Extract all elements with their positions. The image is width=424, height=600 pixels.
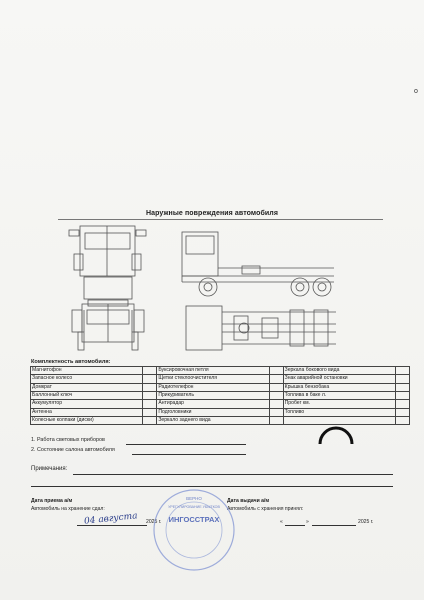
interior-check-line bbox=[132, 454, 246, 455]
handwritten-date: 04 августа bbox=[83, 511, 139, 527]
handover-month-line bbox=[312, 525, 356, 526]
receive-date-label: Дата приема а/м bbox=[31, 498, 73, 504]
kit-table bbox=[30, 366, 410, 425]
handover-open-quote: « bbox=[280, 519, 283, 525]
interior-check-label: 2. Состояние салона автомобиля bbox=[31, 447, 115, 453]
kit-cell: Зеркало заднего вида bbox=[157, 417, 269, 425]
kit-row bbox=[31, 367, 410, 375]
kit-cell: Топливо bbox=[283, 408, 395, 416]
kit-row bbox=[31, 400, 410, 408]
kit-cell: Буксировочная петля bbox=[157, 367, 269, 375]
kit-check-cell bbox=[395, 400, 409, 408]
truck-rear-view-icon bbox=[78, 304, 138, 350]
kit-check-cell bbox=[395, 417, 409, 425]
kit-check-cell bbox=[269, 417, 283, 425]
kit-check-cell bbox=[395, 392, 409, 400]
handover-year: 2025 г. bbox=[358, 519, 374, 525]
kit-cell: Крышка бензобака bbox=[283, 383, 395, 391]
kit-row bbox=[31, 408, 410, 416]
edge-mark: о bbox=[414, 88, 418, 95]
kit-cell: Антенна bbox=[31, 408, 143, 416]
kit-check-cell bbox=[143, 383, 157, 391]
company-stamp bbox=[150, 486, 238, 574]
kit-cell: Щетки стеклоочистителя bbox=[157, 375, 269, 383]
stamp-top-text: ВЕРНО bbox=[186, 496, 202, 501]
kit-cell: Домкрат bbox=[31, 383, 143, 391]
kit-cell: Топлива в баке л. bbox=[283, 392, 395, 400]
handover-date-label: Дата выдачи а/м bbox=[227, 498, 270, 504]
stamp-sub-text: УРЕГУЛИРОВАНИЕ УБЫТКОВ bbox=[168, 505, 220, 509]
damage-section-title: Наружные повреждения автомобиля bbox=[145, 210, 279, 217]
kit-check-cell bbox=[395, 375, 409, 383]
kit-check-cell bbox=[395, 408, 409, 416]
kit-cell: Пробег км. bbox=[283, 400, 395, 408]
kit-cell: Радиотелефон bbox=[157, 383, 269, 391]
handover-close-quote: » bbox=[306, 519, 309, 525]
kit-check-cell bbox=[143, 408, 157, 416]
kit-row bbox=[31, 375, 410, 383]
kit-check-cell bbox=[269, 408, 283, 416]
kit-check-cell bbox=[269, 383, 283, 391]
kit-cell: Запасное колесо bbox=[31, 375, 143, 383]
truck-front-view-icon bbox=[69, 226, 146, 332]
notes-label: Примечания: bbox=[31, 466, 68, 472]
handover-day-line bbox=[285, 525, 305, 526]
lighting-check-label: 1. Работа световых приборов bbox=[31, 437, 105, 443]
kit-cell: Подголовники bbox=[157, 408, 269, 416]
kit-check-cell bbox=[143, 417, 157, 425]
kit-cell: Антирадар bbox=[157, 400, 269, 408]
kit-check-cell bbox=[269, 392, 283, 400]
kit-cell: Магнитофон bbox=[31, 367, 143, 375]
receive-caption: Автомобиль на хранение сдал: bbox=[31, 506, 105, 512]
kit-check-cell bbox=[143, 400, 157, 408]
kit-cell: Баллонный ключ bbox=[31, 392, 143, 400]
kit-check-cell bbox=[269, 367, 283, 375]
truck-side-view-icon bbox=[182, 232, 334, 296]
kit-check-cell bbox=[143, 375, 157, 383]
stamp-company-text: ИНГОССТРАХ bbox=[168, 515, 220, 524]
fuel-gauge-icon bbox=[316, 424, 356, 448]
lighting-check-line bbox=[126, 444, 246, 445]
kit-section-title: Комплектность автомобиля: bbox=[31, 359, 111, 365]
kit-cell: Знак аварийной остановки bbox=[283, 375, 395, 383]
kit-cell: Колесные колпаки (диски) bbox=[31, 417, 143, 425]
notes-line-1 bbox=[73, 474, 393, 475]
truck-diagrams bbox=[58, 220, 358, 360]
receive-year: 2025 г. bbox=[146, 519, 162, 525]
kit-check-cell bbox=[269, 400, 283, 408]
kit-check-cell bbox=[269, 375, 283, 383]
handover-caption: Автомобиль с хранения принял: bbox=[227, 506, 304, 512]
kit-cell: Аккумулятор bbox=[31, 400, 143, 408]
kit-check-cell bbox=[143, 367, 157, 375]
truck-top-view-icon bbox=[186, 306, 336, 350]
receive-date-line bbox=[77, 525, 147, 526]
kit-cell: Зеркала бокового вида bbox=[283, 367, 395, 375]
kit-cell: Прикуриватель bbox=[157, 392, 269, 400]
kit-row bbox=[31, 392, 410, 400]
kit-check-cell bbox=[395, 383, 409, 391]
kit-row bbox=[31, 383, 410, 391]
kit-check-cell bbox=[395, 367, 409, 375]
kit-check-cell bbox=[143, 392, 157, 400]
